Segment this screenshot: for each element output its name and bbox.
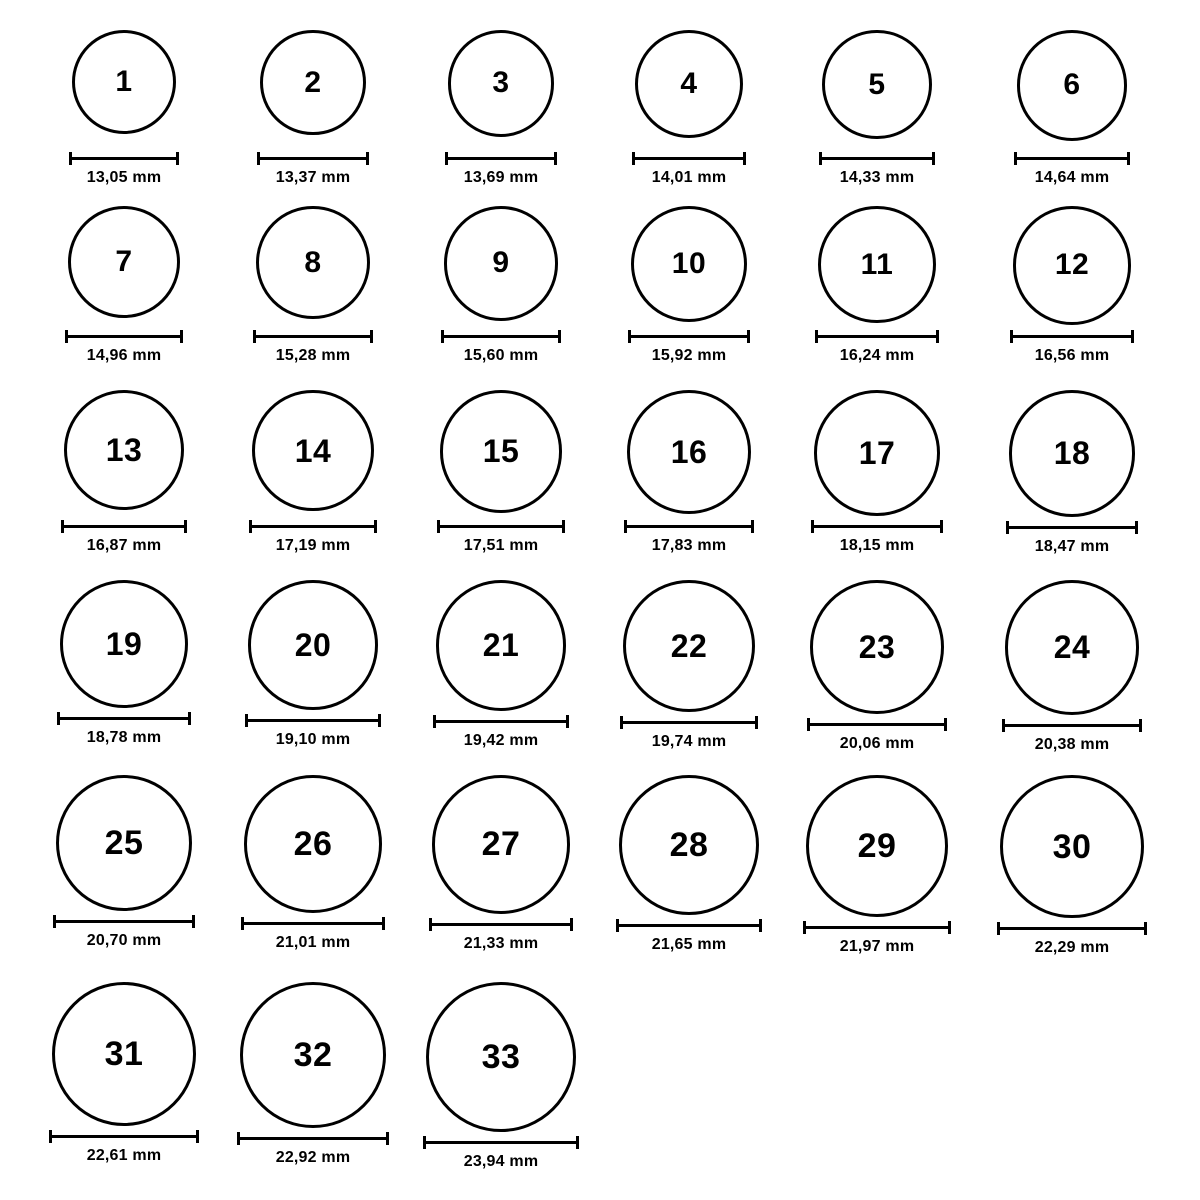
diameter-measure-bar [620, 716, 758, 728]
measure-line [624, 525, 754, 528]
ring-size-cell [233, 206, 393, 365]
ring-size-cell [992, 30, 1152, 187]
measure-cap-right [374, 520, 377, 533]
ring-size-cell [797, 30, 957, 187]
diameter-label: 22,61 mm [86, 1147, 162, 1165]
ring-size-number: 33 [481, 1038, 521, 1076]
diameter-label: 20,06 mm [839, 734, 915, 752]
diameter-measure-bar [69, 152, 179, 164]
measure-cap-left [433, 715, 436, 728]
ring-circle [56, 775, 192, 911]
ring-size-cell [797, 206, 957, 365]
ring-size-number: 17 [858, 434, 896, 471]
measure-cap-left [257, 152, 260, 165]
measure-line [49, 1135, 199, 1138]
ring-size-number: 4 [680, 67, 698, 101]
ring-circle [444, 206, 559, 321]
ring-size-number: 32 [293, 1035, 333, 1074]
diameter-label: 13,69 mm [463, 168, 539, 186]
measure-line [61, 525, 187, 528]
ring-size-cell [44, 580, 204, 747]
ring-size-cell [421, 775, 581, 953]
diameter-label: 15,28 mm [275, 346, 351, 364]
measure-cap-right [196, 1130, 199, 1143]
measure-cap-right [1144, 922, 1147, 935]
ring-size-number: 18 [1053, 435, 1091, 472]
measure-line [1010, 335, 1135, 338]
diameter-measure-bar [437, 520, 566, 532]
ring-size-cell [233, 580, 393, 749]
ring-size-number: 25 [104, 824, 144, 863]
diameter-label: 22,92 mm [275, 1148, 351, 1166]
ring-circle [52, 982, 196, 1126]
diameter-measure-bar [245, 714, 381, 726]
ring-circle [814, 390, 940, 516]
measure-cap-left [1014, 152, 1017, 165]
measure-cap-right [576, 1136, 579, 1149]
measure-line [249, 525, 376, 528]
ring-size-number: 24 [1053, 629, 1091, 666]
diameter-label: 19,10 mm [275, 730, 351, 748]
ring-circle [619, 775, 759, 915]
diameter-measure-bar [61, 520, 187, 532]
ring-size-number: 31 [104, 1035, 144, 1074]
diameter-label: 21,65 mm [651, 936, 727, 954]
measure-cap-right [562, 520, 565, 533]
measure-cap-left [57, 712, 60, 725]
measure-line [815, 335, 938, 338]
measure-line [241, 922, 385, 925]
diameter-measure-bar [1002, 719, 1143, 731]
measure-line [632, 157, 746, 160]
measure-cap-right [948, 921, 951, 934]
diameter-label: 23,94 mm [463, 1153, 539, 1170]
diameter-label: 18,47 mm [1034, 537, 1110, 555]
diameter-label: 14,96 mm [86, 346, 162, 364]
measure-cap-right [759, 919, 762, 932]
diameter-label: 14,01 mm [651, 168, 727, 186]
measure-line [819, 157, 934, 160]
ring-size-number: 14 [294, 432, 332, 469]
diameter-label: 13,05 mm [86, 169, 162, 186]
measure-cap-left [65, 330, 68, 343]
ring-size-number: 27 [481, 825, 521, 864]
diameter-label: 15,60 mm [463, 346, 539, 364]
ring-size-cell [44, 206, 204, 365]
ring-size-cell [797, 580, 957, 753]
measure-cap-left [237, 1132, 240, 1145]
ring-size-number: 20 [294, 626, 332, 663]
ring-size-number: 28 [669, 826, 709, 865]
ring-circle [631, 206, 747, 322]
ring-circle [1017, 30, 1128, 141]
ring-size-cell [233, 30, 393, 187]
diameter-measure-bar [53, 915, 195, 927]
ring-size-number: 21 [482, 627, 520, 664]
diameter-measure-bar [441, 330, 562, 342]
ring-size-cell [44, 775, 204, 950]
ring-size-cell [421, 390, 581, 555]
diameter-measure-bar [257, 152, 368, 164]
ring-size-cell [797, 390, 957, 555]
ring-size-number: 10 [671, 247, 707, 281]
measure-cap-left [815, 330, 818, 343]
measure-cap-left [628, 330, 631, 343]
measure-cap-left [632, 152, 635, 165]
measure-cap-right [747, 330, 750, 343]
measure-cap-left [241, 917, 244, 930]
measure-line [441, 335, 562, 338]
ring-circle [426, 982, 576, 1132]
diameter-label: 21,01 mm [275, 933, 351, 951]
diameter-label: 17,51 mm [463, 536, 539, 554]
ring-circle [252, 390, 373, 511]
diameter-measure-bar [57, 712, 191, 724]
ring-circle [810, 580, 944, 714]
diameter-measure-bar [241, 917, 385, 929]
ring-size-number: 6 [1063, 68, 1081, 102]
measure-cap-left [1010, 330, 1013, 343]
diameter-measure-bar [803, 921, 951, 933]
diameter-label: 14,64 mm [1034, 168, 1110, 186]
measure-line [53, 920, 195, 923]
measure-cap-left [811, 520, 814, 533]
measure-cap-left [1002, 719, 1005, 732]
ring-circle [1009, 390, 1136, 517]
diameter-measure-bar [1014, 152, 1131, 164]
ring-size-cell [992, 206, 1152, 365]
ring-size-number: 8 [304, 245, 322, 279]
measure-line [423, 1141, 579, 1144]
measure-cap-left [997, 922, 1000, 935]
diameter-measure-bar [433, 715, 570, 727]
ring-size-cell [44, 390, 204, 555]
measure-cap-right [558, 330, 561, 343]
ring-circle [60, 580, 188, 708]
diameter-measure-bar [445, 152, 558, 164]
measure-line [237, 1137, 389, 1140]
ring-circle [436, 580, 567, 711]
ring-size-number: 26 [293, 824, 333, 863]
measure-cap-left [819, 152, 822, 165]
measure-cap-left [53, 915, 56, 928]
measure-cap-left [441, 330, 444, 343]
ring-circle [822, 30, 931, 139]
measure-line [57, 717, 191, 720]
ring-size-number: 3 [492, 66, 510, 100]
diameter-measure-bar [237, 1132, 389, 1144]
measure-cap-right [940, 520, 943, 533]
diameter-label: 13,37 mm [275, 168, 351, 186]
diameter-measure-bar [807, 718, 947, 730]
measure-cap-left [616, 919, 619, 932]
ring-size-cell [609, 580, 769, 751]
ring-circle [623, 580, 755, 712]
measure-cap-right [944, 718, 947, 731]
ring-circle [248, 580, 378, 710]
measure-cap-right [743, 152, 746, 165]
ring-size-cell [797, 775, 957, 956]
ring-circle [627, 390, 751, 514]
measure-line [433, 720, 570, 723]
measure-line [616, 924, 762, 927]
measure-line [803, 926, 951, 929]
diameter-label: 16,56 mm [1034, 346, 1110, 364]
ring-circle [440, 390, 563, 513]
measure-cap-right [936, 330, 939, 343]
measure-cap-left [445, 152, 448, 165]
ring-size-cell [421, 580, 581, 750]
measure-cap-right [570, 918, 573, 931]
measure-cap-right [1135, 521, 1138, 534]
ring-circle [72, 30, 176, 134]
ring-circle [1013, 206, 1132, 325]
measure-line [253, 335, 372, 338]
ring-size-number: 2 [304, 65, 322, 99]
diameter-measure-bar [628, 330, 750, 342]
ring-circle [244, 775, 382, 913]
ring-size-cell [421, 982, 581, 1171]
measure-cap-right [188, 712, 191, 725]
diameter-measure-bar [997, 922, 1146, 934]
diameter-label: 19,42 mm [463, 731, 539, 749]
ring-circle [1000, 775, 1143, 918]
measure-cap-left [437, 520, 440, 533]
ring-circle [806, 775, 948, 917]
measure-cap-left [620, 716, 623, 729]
diameter-label: 18,78 mm [86, 729, 162, 747]
measure-cap-right [180, 330, 183, 343]
ring-size-cell [421, 206, 581, 365]
measure-cap-left [61, 520, 64, 533]
measure-cap-left [49, 1130, 52, 1143]
ring-size-cell [44, 30, 204, 187]
measure-line [429, 923, 574, 926]
diameter-measure-bar [429, 918, 574, 930]
measure-cap-left [429, 918, 432, 931]
ring-size-cell [992, 580, 1152, 754]
diameter-measure-bar [815, 330, 938, 342]
ring-size-number: 29 [857, 826, 897, 865]
diameter-measure-bar [616, 919, 762, 931]
ring-size-number: 15 [482, 433, 520, 470]
ring-size-cell [992, 390, 1152, 556]
diameter-measure-bar [1006, 521, 1139, 533]
diameter-label: 17,83 mm [651, 536, 727, 554]
ring-circle [635, 30, 743, 138]
diameter-measure-bar [624, 520, 754, 532]
measure-line [628, 335, 750, 338]
measure-cap-right [378, 714, 381, 727]
measure-line [65, 335, 183, 338]
measure-cap-right [192, 915, 195, 928]
diameter-measure-bar [423, 1136, 579, 1148]
ring-size-cell [421, 30, 581, 187]
diameter-label: 18,15 mm [839, 536, 915, 554]
ring-circle [240, 982, 386, 1128]
diameter-measure-bar [819, 152, 934, 164]
measure-line [437, 525, 566, 528]
measure-cap-left [1006, 521, 1009, 534]
measure-cap-right [366, 152, 369, 165]
measure-cap-left [249, 520, 252, 533]
ring-size-number: 5 [868, 67, 886, 101]
measure-cap-left [245, 714, 248, 727]
diameter-measure-bar [811, 520, 943, 532]
ring-circle [256, 206, 369, 319]
diameter-label: 19,74 mm [651, 733, 727, 751]
measure-cap-left [423, 1136, 426, 1149]
measure-line [620, 721, 758, 724]
diameter-label: 20,38 mm [1034, 735, 1110, 753]
ring-size-number: 30 [1052, 827, 1092, 866]
measure-cap-right [184, 520, 187, 533]
ring-size-cell [609, 390, 769, 555]
measure-line [807, 723, 947, 726]
ring-size-number: 22 [670, 628, 708, 665]
measure-cap-right [176, 152, 179, 165]
ring-circle [68, 206, 180, 318]
ring-size-cell [233, 390, 393, 555]
diameter-label: 21,97 mm [839, 937, 915, 955]
ring-circle [432, 775, 571, 914]
diameter-label: 15,92 mm [651, 346, 727, 364]
measure-line [1006, 526, 1139, 529]
measure-line [1014, 157, 1131, 160]
measure-cap-left [69, 152, 72, 165]
ring-size-number: 19 [105, 626, 143, 663]
diameter-measure-bar [632, 152, 746, 164]
measure-cap-left [624, 520, 627, 533]
measure-cap-left [807, 718, 810, 731]
diameter-label: 17,19 mm [275, 536, 351, 554]
ring-size-number: 16 [670, 434, 708, 471]
measure-cap-right [751, 520, 754, 533]
measure-line [811, 525, 943, 528]
ring-size-number: 11 [860, 247, 894, 281]
diameter-label: 16,87 mm [86, 536, 162, 554]
measure-cap-right [755, 716, 758, 729]
diameter-measure-bar [253, 330, 372, 342]
ring-circle [260, 30, 365, 135]
measure-cap-right [1127, 152, 1130, 165]
diameter-label: 16,24 mm [839, 346, 915, 364]
measure-cap-right [1131, 330, 1134, 343]
ring-circle [64, 390, 184, 510]
ring-size-number: 13 [105, 432, 143, 469]
measure-cap-right [386, 1132, 389, 1145]
diameter-label: 14,33 mm [839, 168, 915, 186]
ring-size-cell [233, 982, 393, 1167]
ring-circle [1005, 580, 1140, 715]
measure-line [257, 157, 368, 160]
measure-line [245, 719, 381, 722]
diameter-label: 22,29 mm [1034, 939, 1110, 957]
ring-circle [818, 206, 935, 323]
measure-line [69, 157, 179, 160]
ring-size-cell [609, 30, 769, 187]
ring-size-cell [233, 775, 393, 952]
measure-cap-right [382, 917, 385, 930]
diameter-measure-bar [249, 520, 376, 532]
ring-size-cell [609, 206, 769, 365]
ring-size-number: 23 [858, 628, 896, 665]
ring-size-number: 9 [492, 246, 510, 280]
diameter-measure-bar [49, 1130, 199, 1142]
ring-size-number: 12 [1054, 248, 1090, 282]
ring-circle [448, 30, 555, 137]
ring-size-number: 1 [115, 65, 133, 98]
measure-cap-left [253, 330, 256, 343]
measure-cap-left [803, 921, 806, 934]
ring-size-cell [44, 982, 204, 1165]
measure-line [1002, 724, 1143, 727]
ring-size-cell [992, 775, 1152, 957]
diameter-measure-bar [65, 330, 183, 342]
measure-cap-right [370, 330, 373, 343]
measure-cap-right [932, 152, 935, 165]
measure-line [997, 927, 1146, 930]
measure-cap-right [1139, 719, 1142, 732]
ring-size-number: 7 [115, 245, 133, 279]
measure-line [445, 157, 558, 160]
diameter-label: 21,33 mm [463, 934, 539, 952]
diameter-label: 20,70 mm [86, 932, 162, 950]
ring-size-cell [609, 775, 769, 954]
measure-cap-right [566, 715, 569, 728]
diameter-measure-bar [1010, 330, 1135, 342]
measure-cap-right [554, 152, 557, 165]
